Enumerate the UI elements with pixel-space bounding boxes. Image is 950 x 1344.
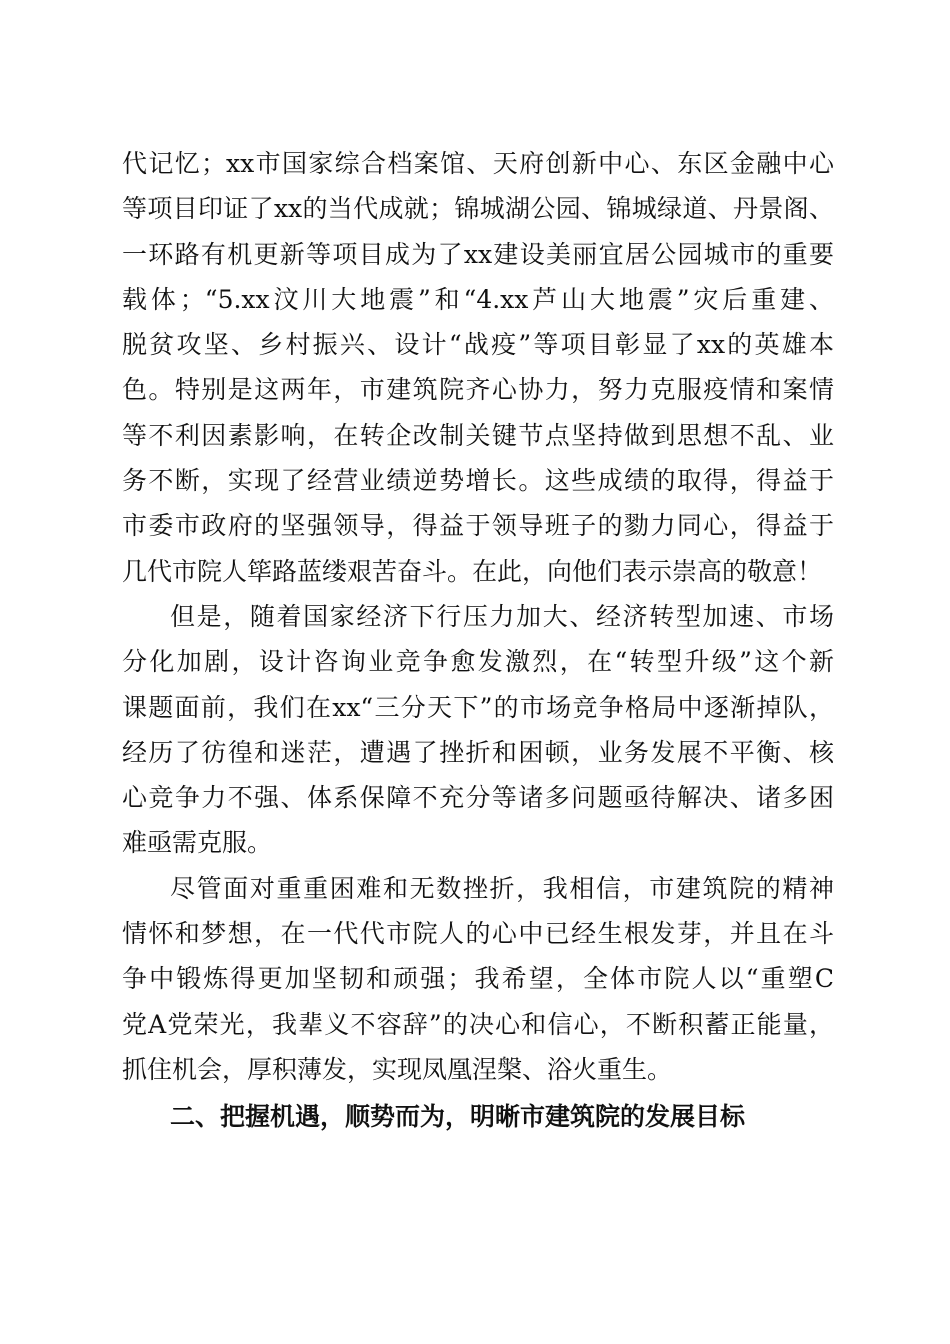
text-line: 代记忆；xx市国家综合档案馆、天府创新中心、东区金融中心 <box>122 149 834 178</box>
text-line: 等不利因素影响，在转企改制关键节点坚持做到思想不乱、业 <box>122 420 834 450</box>
text-line: 一环路有机更新等项目成为了xx建设美丽宜居公园城市的重要 <box>122 239 834 269</box>
text-line: 抓住机会，厚积薄发，实现凤凰涅槃、浴火重生。 <box>122 1054 673 1084</box>
text-line: 争中锻炼得更加坚韧和顽强；我希望，全体市院人以“重塑C <box>122 964 834 994</box>
text-line: 市委市政府的坚强领导，得益于领导班子的勠力同心，得益于 <box>122 511 834 541</box>
paragraph <box>122 141 834 594</box>
text-line: 心竞争力不强、体系保障不充分等诸多问题亟待解决、诸多困 <box>122 783 834 813</box>
text-line: 党A党荣光，我辈义不容辞”的决心和信心，不断积蓄正能量， <box>122 1009 834 1039</box>
text-line: 分化加剧，设计咨询业竞争愈发激烈，在“转型升级”这个新 <box>122 647 834 677</box>
text-line: 但是，随着国家经济下行压力加大、经济转型加速、市场 <box>170 601 834 631</box>
text-line: 色。特别是这两年，市建筑院齐心协力，努力克服疫情和案情 <box>122 375 834 405</box>
text-line: 课题面前，我们在xx“三分天下”的市场竞争格局中逐渐掉队， <box>122 692 834 722</box>
paragraph <box>122 866 834 1092</box>
text-line: 情怀和梦想，在一代代市院人的心中已经生根发芽，并且在斗 <box>122 919 834 949</box>
text-line: 尽管面对重重困难和无数挫折，我相信，市建筑院的精神 <box>170 873 834 903</box>
text-line: 等项目印证了xx的当代成就；锦城湖公园、锦城绿道、丹景阁、 <box>122 194 834 224</box>
text-line: 难亟需克服。 <box>122 828 273 858</box>
paragraph <box>122 594 834 866</box>
section-heading: 二、把握机遇，顺势而为，明晰市建筑院的发展目标 <box>170 1102 746 1132</box>
text-line: 务不断，实现了经营业绩逆势增长。这些成绩的取得，得益于 <box>122 466 834 496</box>
document-body <box>122 141 834 1140</box>
text-line: 脱贫攻坚、乡村振兴、设计“战疫”等项目彰显了xx的英雄本 <box>122 330 834 360</box>
text-line: 经历了彷徨和迷茫，遭遇了挫折和困顿，业务发展不平衡、核 <box>122 737 834 767</box>
text-line: 几代市院人筚路蓝缕艰苦奋斗。在此，向他们表示崇高的敬意！ <box>122 556 823 586</box>
text-line: 载体；“5.xx汶川大地震”和“4.xx芦山大地震”灾后重建、 <box>122 284 834 314</box>
